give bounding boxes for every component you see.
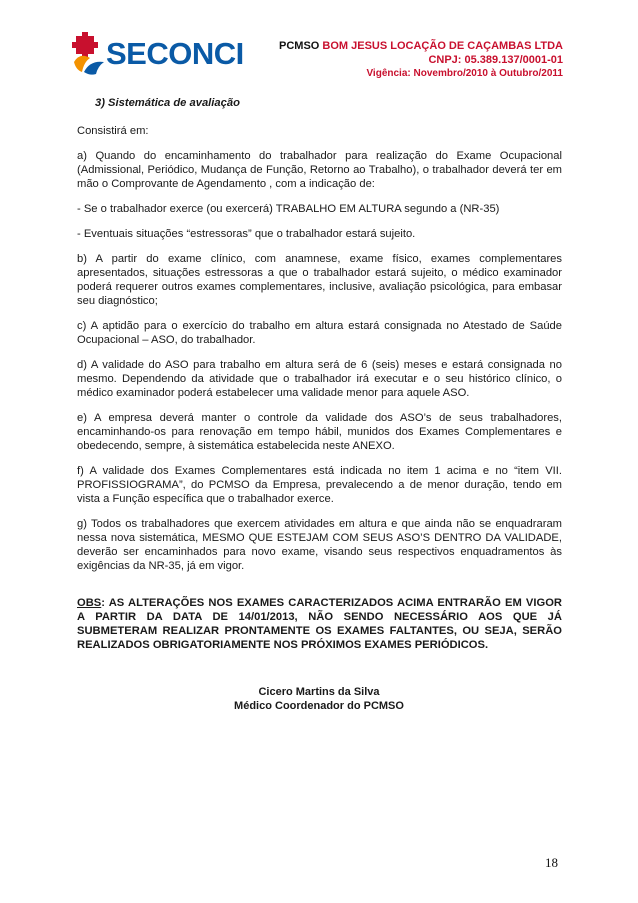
obs-label: OBS (77, 597, 102, 609)
paragraph-d: d) A validade do ASO para trabalho em altura será de 6 (seis) meses e estará consignada no mesmo. Dependendo da atividade que o trabalhador irá executar e o seu histórico clínico, o médico examinador poderá estabelecer uma validade menor para aquele ASO. (77, 359, 562, 399)
paragraph-b: b) A partir do exame clínico, com anamnese, exame físico, exames complementares apresentados, situações estressoras a que o trabalhador estará sujeito, o médico examinador poderá requerer outros exames complementares, inclusive, avaliação psicológica, para embasar seu diagnóstico; (77, 253, 562, 307)
paragraph-a: a) Quando do encaminhamento do trabalhador para realização do Exame Ocupacional (Admissional, Periódico, Mudança de Função, Retorno ao Trabalho), o trabalhador deverá ter em mão o Comprovante de Agendamento , com a indicação de: (77, 150, 562, 190)
paragraph-intro: Consistirá em: (77, 125, 149, 137)
section-title: 3) Sistemática de avaliação (95, 97, 240, 109)
paragraph-f: f) A validade dos Exames Complementares está indicada no item 1 acima e no “item VII. PROFISSIOGRAMA”, do PCMSO da Empresa, prevalecendo a de menor duração, tendo em vista a Função específica que o trabalhador exerce. (77, 465, 562, 505)
company-cnpj: CNPJ: 05.389.137/0001-01 (428, 53, 563, 66)
company-name: BOM JESUS LOCAÇÃO DE CAÇAMBAS LTDA (322, 40, 563, 52)
paragraph-dash-1: - Se o trabalhador exerce (ou exercerá) TRABALHO EM ALTURA segundo a (NR-35) (77, 203, 500, 215)
document-body (77, 90, 562, 652)
seconci-logo (70, 30, 244, 80)
page-number: 18 (545, 855, 558, 870)
obs-text: : AS ALTERAÇÕES NOS EXAMES CARACTERIZADOS ACIMA ENTRARÃO EM VIGOR A PARTIR DA DATA DE 14/01/2013, NÃO SENDO NECESSÁRIO AOS QUE JÁ SUBMETERAM REALIZAR PRONTAMENTE OS EXAMES FALTANTES, OU SEJA, SERÃO REALIZADOS OBRIGATORIAMENTE NOS PRÓXIMOS EXAMES PERIÓDICOS. (77, 597, 562, 651)
vigencia: Vigência: Novembro/2010 à Outubro/2011 (366, 68, 563, 79)
signature-block (0, 685, 638, 713)
document-header (279, 40, 563, 81)
header-line-1 (279, 40, 563, 54)
paragraph-dash-2: - Eventuais situações “estressoras” que o trabalhador estará sujeito. (77, 228, 416, 240)
obs-note (77, 596, 562, 652)
paragraph-e: e) A empresa deverá manter o controle da validade dos ASO’s de seus trabalhadores, encaminhando-os para renovação em tempo hábil, munidos dos Exames Complementares e obedecendo, sempre, à sistemática estabelecida neste ANEXO. (77, 412, 562, 452)
signature-name: Cicero Martins da Silva (258, 686, 380, 698)
logo-text: SECONCI (106, 36, 244, 71)
signature-role: Médico Coordenador do PCMSO (234, 700, 404, 712)
pcmso-label: PCMSO (279, 40, 320, 52)
paragraph-c: c) A aptidão para o exercício do trabalho em altura estará consignada no Atestado de Saúde Ocupacional – ASO, do trabalhador. (77, 320, 562, 346)
paragraph-g: g) Todos os trabalhadores que exercem atividades em altura e que ainda não se enquadraram nessa nova sistemática, MESMO QUE ESTEJAM COM SEUS ASO’S DENTRO DA VALIDADE, deverão ser encaminhados para novo exame, visando seus respectivos enquadramentos às exigências da NR-35, já em vigor. (77, 518, 562, 572)
